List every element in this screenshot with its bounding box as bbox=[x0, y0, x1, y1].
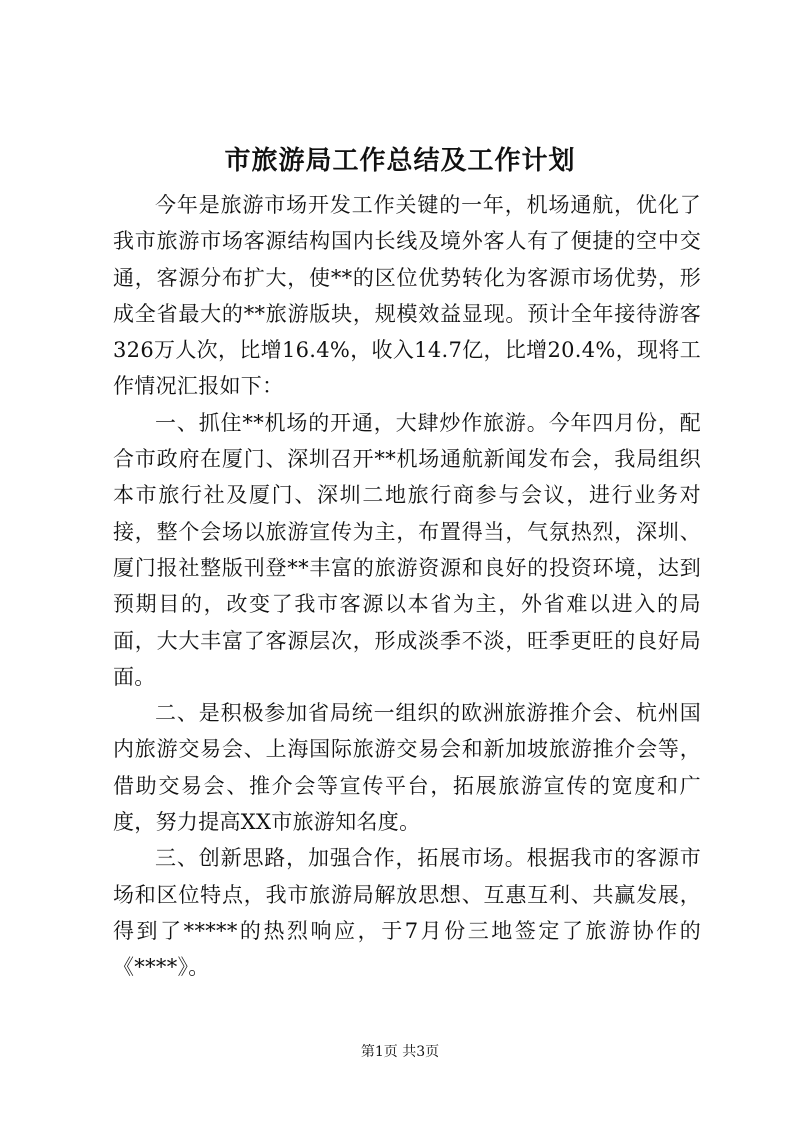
document-title: 市旅游局工作总结及工作计划 bbox=[224, 146, 576, 176]
paragraph-cooperation: 三、创新思路，加强合作，拓展市场。根据我市的客源市场和区位特点，我市旅游局解放思想、互惠互利、共赢发展，得到了*****的热烈响应，于7月份三地签定了旅游协作的《****》。 bbox=[113, 846, 701, 980]
document-body bbox=[113, 187, 701, 986]
paragraph-airport-promotion: 一、抓住**机场的开通，大肆炒作旅游。今年四月份，配合市政府在厦门、深圳召开**机场通航新闻发布会，我局组织本市旅行社及厦门、深圳二地旅行商参与会议，进行业务对接，整个会场以旅游宣传为主，布置得当，气氛热烈，深圳、厦门报社整版刊登**丰富的旅游资源和良好的投资环境，达到预期目的，改变了我市客源以本省为主，外省难以进入的局面，大大丰富了客源层次，形成淡季不淡，旺季更旺的良好局面。 bbox=[113, 410, 701, 689]
paragraph-intro: 今年是旅游市场开发工作关键的一年，机场通航，优化了我市旅游市场客源结构国内长线及境外客人有了便捷的空中交通，客源分布扩大，使**的区位优势转化为客源市场优势，形成全省最大的**旅游版块，规模效益显现。预计全年接待游客326万人次，比增16.4%，收入14.7亿，比增20.4%，现将工作情况汇报如下： bbox=[113, 193, 701, 399]
page-number-footer: 第1页 共3页 bbox=[360, 1044, 440, 1060]
paragraph-trade-fairs: 二、是积极参加省局统一组织的欧洲旅游推介会、杭州国内旅游交易会、上海国际旅游交易会和新加坡旅游推介会等，借助交易会、推介会等宣传平台，拓展旅游宣传的宽度和广度，努力提高XX市旅游知名度。 bbox=[113, 701, 701, 835]
